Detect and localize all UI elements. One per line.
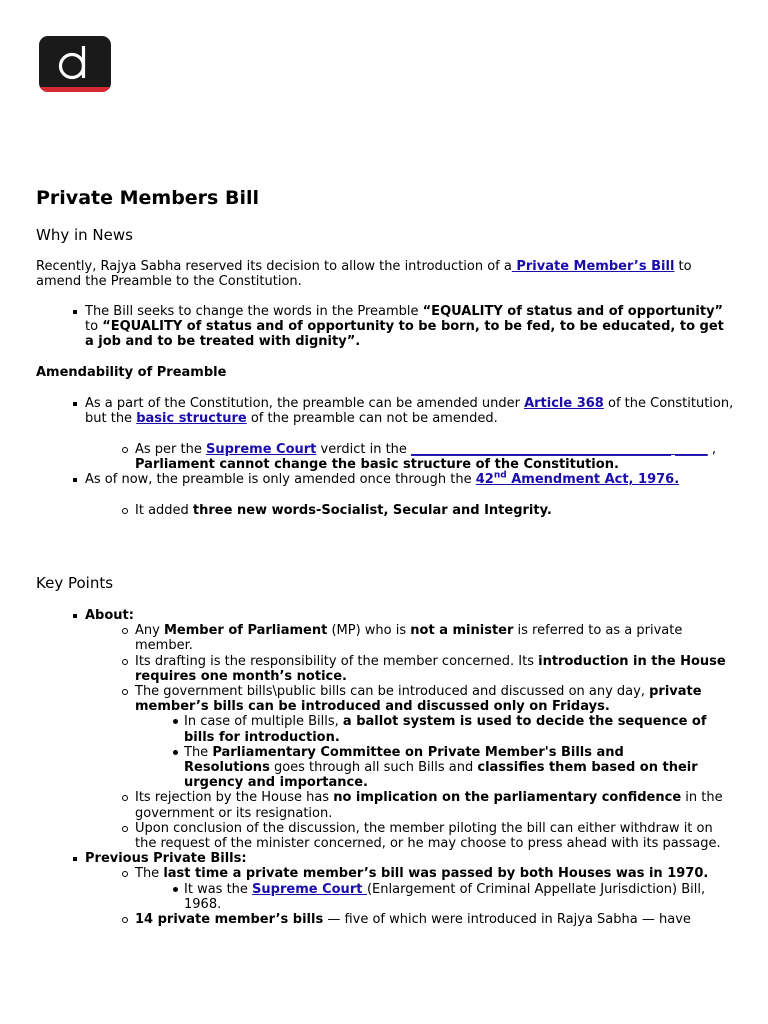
amendment-suffix: nd <box>493 470 507 481</box>
amend-text: As a part of the Constitution, the preamble can be amended under <box>85 396 525 411</box>
basic-structure-link[interactable]: basic structure <box>136 411 247 427</box>
logo-accent-bar <box>39 87 111 92</box>
about-text: (MP) who is <box>327 623 411 639</box>
sc-text-2: verdict in the <box>316 442 412 457</box>
list-item <box>36 821 736 851</box>
list-item <box>36 851 736 927</box>
list-item <box>36 472 736 487</box>
about-bold: not a minister <box>410 623 514 639</box>
amend-once-text: As of now, the preamble is only amended once through the <box>85 472 476 487</box>
added-words-list <box>36 503 736 518</box>
sc-text-3: , <box>707 442 716 457</box>
list-item <box>36 882 736 912</box>
case-name-blank: ________________________________________ _____ <box>411 442 708 457</box>
about-text: Its drafting is the responsibility of the member concerned. Its <box>135 653 539 669</box>
amend-text-3: of the preamble can not be amended. <box>246 411 498 427</box>
previous-text: It was the <box>184 881 253 897</box>
about-sublist <box>36 714 726 790</box>
d-logo-icon <box>39 36 111 92</box>
bill-list <box>36 304 736 350</box>
about-text: Its rejection by the House has <box>135 790 334 806</box>
about-bold: Member of Parliament <box>163 623 328 639</box>
about-text: In case of multiple Bills, <box>184 714 343 730</box>
why-in-news-heading: Why in News <box>36 226 133 244</box>
42nd-amendment-link[interactable] <box>476 472 679 487</box>
about-text: is referred to as a private member. <box>135 623 683 654</box>
about-bold: private member’s bills can be introduced and discussed only on Fridays. <box>135 684 702 715</box>
bill-text: The Bill seeks to change the words in the Preamble <box>85 304 423 319</box>
previous-text: The <box>135 866 164 882</box>
about-text: in the government or its resignation. <box>135 790 723 821</box>
page-title: Private Members Bill <box>36 187 259 209</box>
bill-new-words: “EQUALITY of status and of opportunity to be born, to be fed, to be educated, to get a job and to be treated with dignity”. <box>85 319 724 350</box>
previous-bold: 14 private member’s bills <box>135 912 324 928</box>
previous-sublist <box>36 882 736 912</box>
about-bold: Parliamentary Committee on Private Member's Bills and Resolutions <box>184 744 624 776</box>
list-item <box>36 866 736 912</box>
list-item <box>36 304 736 350</box>
about-text: goes through all such Bills and <box>269 760 478 776</box>
previous-bills-label: Previous Private Bills: <box>85 851 247 867</box>
supreme-court-link-2[interactable]: Supreme Court <box>252 881 367 897</box>
private-members-bill-link[interactable]: Private Member’s Bill <box>511 259 675 274</box>
intro-text: Recently, Rajya Sabha reserved its decision to allow the introduction of a <box>36 259 512 274</box>
about-bold: classifies them based on their urgency and importance. <box>184 760 698 791</box>
supreme-court-link[interactable]: Supreme Court <box>206 442 317 457</box>
bill-text-to: to <box>85 319 103 335</box>
previous-text: — five of which were introduced in Rajya Sabha — have <box>323 912 691 928</box>
bill-old-words: “EQUALITY of status and of opportunity” <box>422 304 724 319</box>
about-text: Any <box>135 623 164 639</box>
about-text: The government bills\public bills can be introduced and discussed on any day, <box>135 684 650 700</box>
previous-list <box>36 866 736 927</box>
about-bold: no implication on the parliamentary confidence <box>333 790 682 806</box>
intro-text-end: to amend the Preamble to the Constitution. <box>36 259 692 290</box>
logo[interactable] <box>39 36 111 92</box>
key-points-heading: Key Points <box>36 574 114 592</box>
sc-text: As per the <box>135 442 206 457</box>
amendment-number: 42 <box>475 472 494 487</box>
list-item <box>36 684 736 790</box>
list-item <box>36 623 736 653</box>
added-text: It added <box>135 503 193 518</box>
list-item <box>36 745 726 791</box>
intro-paragraph <box>36 259 736 289</box>
list-item <box>36 714 726 744</box>
about-list <box>36 623 736 851</box>
supreme-court-list <box>36 442 736 472</box>
list-item <box>36 442 736 472</box>
amend-list-2 <box>36 472 736 487</box>
amendment-name: Amendment Act, 1976. <box>506 472 680 487</box>
sc-bold: Parliament cannot change the basic structure of the Constitution. <box>135 457 619 473</box>
added-words: three new words-Socialist, Secular and Integrity. <box>192 503 552 518</box>
amend-list-1 <box>36 396 736 426</box>
amendability-heading: Amendability of Preamble <box>36 365 227 380</box>
article-368-link[interactable]: Article 368 <box>524 396 604 411</box>
list-item <box>36 654 736 684</box>
about-text: The <box>184 744 213 760</box>
about-label: About: <box>85 608 134 623</box>
about-bold: a ballot system is used to decide the sequence of bills for introduction. <box>184 714 707 745</box>
list-item <box>36 912 736 927</box>
about-bold: introduction in the House requires one month’s notice. <box>135 653 726 684</box>
amend-text-2: of the Constitution, but the <box>85 396 734 427</box>
list-item <box>36 503 736 518</box>
list-item <box>36 790 736 820</box>
about-text: Upon conclusion of the discussion, the member piloting the bill can either withdraw it on the request of the minister concerned, or he may choose to press ahead with its passage. <box>135 820 721 852</box>
previous-text: (Enlargement of Criminal Appellate Jurisdiction) Bill, 1968. <box>184 881 706 912</box>
list-item <box>36 608 736 851</box>
key-points-list <box>36 608 736 927</box>
list-item <box>36 396 736 426</box>
previous-bold: last time a private member’s bill was passed by both Houses was in 1970. <box>163 866 709 882</box>
